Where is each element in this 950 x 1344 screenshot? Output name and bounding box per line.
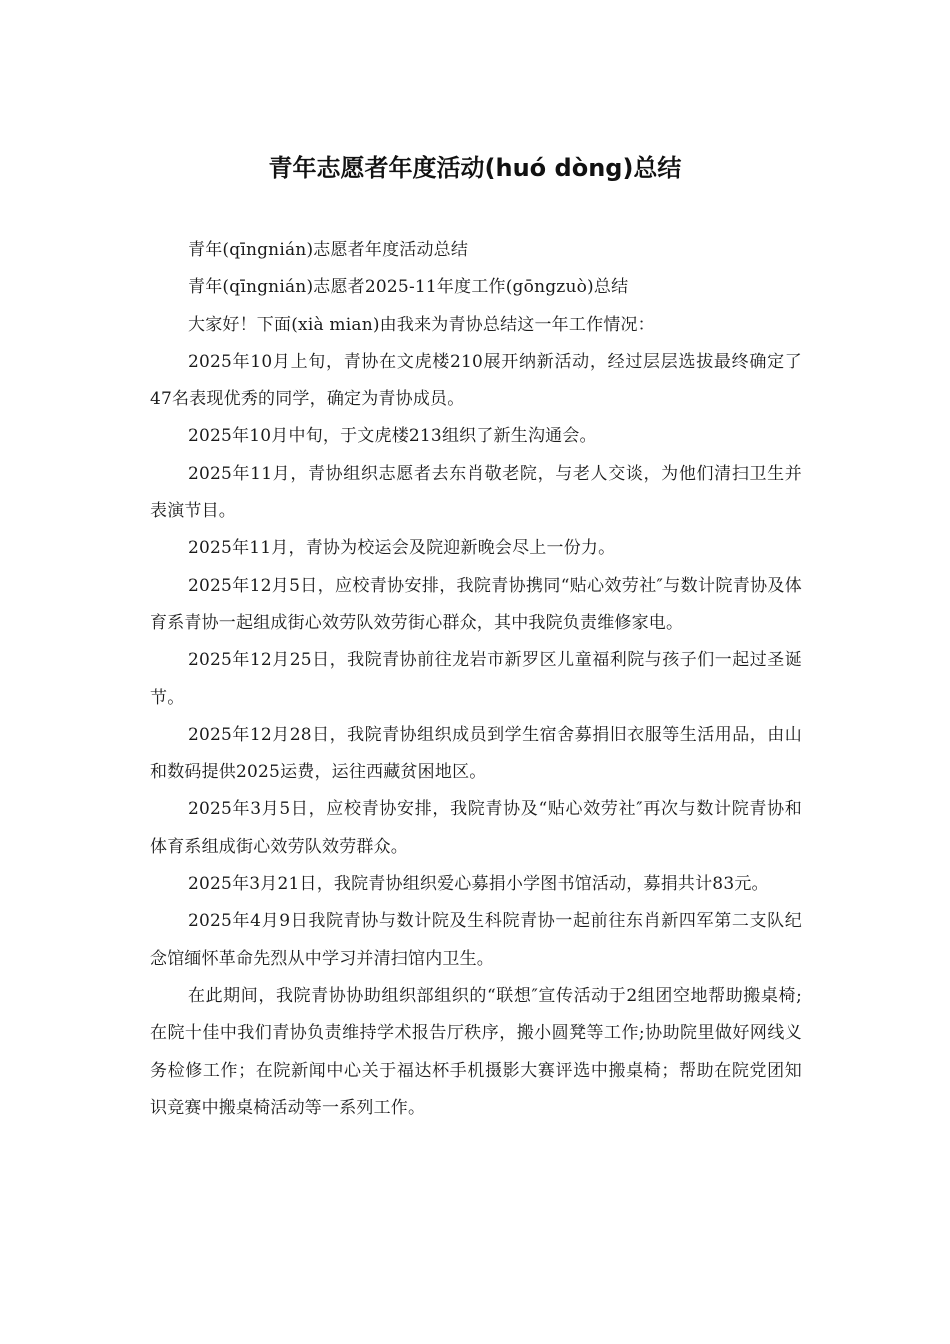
paragraph: 2025年12月28日，我院青协组织成员到学生宿舍募捐旧衣服等生活用品，由山和数码提供2025运费，运往西藏贫困地区。 — [150, 724, 802, 783]
paragraph: 2025年11月，青协组织志愿者去东肖敬老院，与老人交谈，为他们清扫卫生并表演节目。 — [150, 463, 802, 522]
paragraph: 2025年10月中旬，于文虎楼213组织了新生沟通会。 — [188, 426, 597, 447]
paragraph: 2025年11月，青协为校运会及院迎新晚会尽上一份力。 — [188, 538, 616, 559]
paragraph: 2025年10月上旬，青协在文虎楼210展开纳新活动，经过层层选拔最终确定了47名表现优秀的同学，确定为青协成员。 — [150, 351, 802, 410]
document-title: 青年志愿者年度活动(huó dòng)总结 — [268, 154, 682, 182]
paragraph: 2025年3月5日，应校青协安排，我院青协及“贴心效劳社″再次与数计院青协和体育系组成街心效劳队效劳群众。 — [150, 799, 802, 857]
paragraph: 2025年3月21日，我院青协组织爱心募捐小学图书馆活动，募捐共计83元。 — [188, 874, 769, 895]
paragraph: 2025年12月25日，我院青协前往龙岩市新罗区儿童福利院与孩子们一起过圣诞节。 — [150, 650, 802, 708]
paragraph: 青年(qīngnián)志愿者2025-11年度工作(gōngzuò)总结 — [188, 277, 629, 298]
paragraph: 在此期间，我院青协协助组织部组织的“联想″宣传活动于2组团空地帮助搬桌椅;在院十佳中我们青协负责维持学术报告厅秩序，搬小圆凳等工作;协助院里做好网线义务检修工作；在院新闻中心关于福达杯手机摄影大赛评选中搬桌椅；帮助在院党团知识竞赛中搬桌椅活动等一系列工作。 — [150, 985, 802, 1118]
paragraph: 2025年4月9日我院青协与数计院及生科院青协一起前往东肖新四军第二支队纪念馆缅怀革命先烈从中学习并清扫馆内卫生。 — [150, 911, 802, 969]
paragraph: 青年(qīngnián)志愿者年度活动总结 — [188, 240, 469, 260]
document-body — [150, 232, 802, 1127]
paragraph: 2025年12月5日，应校青协安排，我院青协携同“贴心效劳社″与数计院青协及体育系青协一起组成街心效劳队效劳街心群众，其中我院负责维修家电。 — [150, 575, 802, 633]
paragraph: 大家好！下面(xià mian)由我来为青协总结这一年工作情况： — [188, 314, 655, 335]
